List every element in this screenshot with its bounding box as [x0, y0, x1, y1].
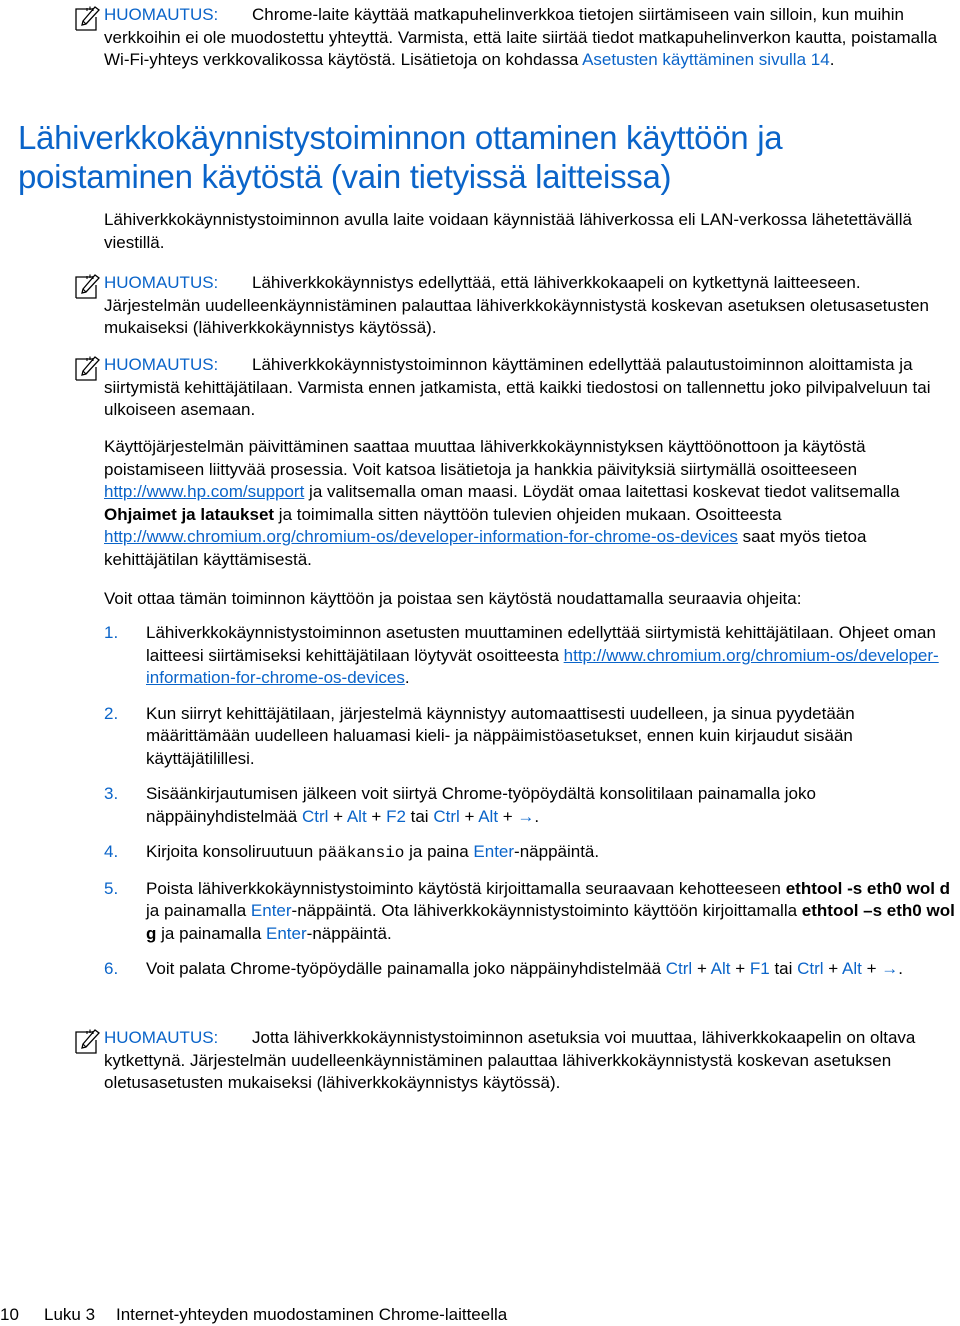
chapter-title: Internet-yhteyden muodostaminen Chrome-laitteella	[116, 1305, 508, 1324]
note-block-1	[74, 4, 954, 72]
drivers-downloads-label: Ohjaimet ja lataukset	[104, 504, 275, 524]
step-number: 1.	[104, 623, 119, 642]
step-number: 5.	[104, 878, 119, 898]
note-block-4	[74, 1027, 954, 1095]
command-code: pääkansio	[317, 844, 405, 862]
note-block-2	[74, 272, 954, 340]
list-item: 6. Voit palata Chrome-työpöydälle painamalla joko näppäinyhdistelmää Ctrl + Alt + F1 tai Ctrl + Alt + →.	[104, 958, 956, 981]
key-enter: Enter	[250, 901, 292, 920]
note-pencil-icon	[74, 1028, 101, 1055]
note-2-text: HUOMAUTUS: Lähiverkkokäynnistys edellyttää, että lähiverkkokaapeli on kytkettynä laitteeseen. Järjestelmän uudelleenkäynnistäminen palauttaa lähiverkkokäynnistystä koskevan asetuksen oletusasetusten mukaiseksi (lähiverkkokäynnistys käytössä).	[104, 273, 929, 337]
section-heading: Lähiverkkokäynnistystoiminnon ottaminen käyttöön ja poistaminen käytöstä (vain tietyissä laitteissa)	[18, 119, 783, 195]
step-number: 2.	[104, 703, 119, 723]
list-item: 2. Kun siirryt kehittäjätilaan, järjestelmä käynnistyy automaattisesti uudelleen, ja sinua pyydetään määrittämään uudelleen haluamasi kieli- ja näppäimistöasetukset, ennen kuin kirjaudut sisään käyttäjätilillesi.	[104, 703, 855, 768]
note-1-text: HUOMAUTUS: Chrome-laite käyttää matkapuhelinverkkoa tietojen siirtämiseen vain silloin, kun muihin verkkoihin ei ole muodostettu yhteyttä. Varmista, että laite siirtää tiedot matkapuhelinverkon kautta, poistamalla Wi-Fi-yhteys verkkovalikossa käytöstä. Lisätietoja on kohdassa Asetusten käyttäminen sivulla 14.	[104, 5, 938, 69]
key-ctrl: Ctrl	[301, 806, 329, 826]
list-item: 4. Kirjoita konsoliruutuun pääkansio ja paina Enter-näppäintä.	[104, 842, 600, 862]
command-enable: ethtool –s eth0 wol g	[146, 901, 955, 943]
note-3-text: HUOMAUTUS: Lähiverkkokäynnistystoiminnon käyttäminen edellyttää palautustoiminnon aloittamista ja siirtymistä kehittäjätilaan. Varmista ennen jatkamista, että kaikki tiedostosi on tallennettu joko pilvipalveluun tai ulkoiseen asemaan.	[104, 355, 931, 419]
list-item: 3. Sisäänkirjautumisen jälkeen voit siirtyä Chrome-työpöydältä konsolitilaan painamalla joko näppäinyhdistelmää Ctrl + Alt + F2 tai Ctrl + Alt + →.	[104, 784, 816, 826]
step-number: 6.	[104, 959, 119, 978]
note-pencil-icon	[74, 355, 101, 382]
page-number: 10	[0, 1305, 19, 1324]
step-number: 3.	[104, 784, 119, 803]
note-label: HUOMAUTUS:	[104, 1028, 219, 1047]
note-block-3	[74, 354, 954, 422]
chapter-label: Luku 3	[44, 1305, 96, 1324]
chromium-developer-link[interactable]: http://www.chromium.org/chromium-os/developer-information-for-chrome-os-devices	[146, 645, 939, 687]
list-item: 1. Lähiverkkokäynnistystoiminnon asetusten muuttaminen edellyttää siirtymistä kehittäjätilaan. Ohjeet oman laitteesi siirtämiseksi kehittäjätilaan löytyvät osoitteesta http://www.chromium.org/chromium-os/developer-information-for-chrome-os-devices.	[104, 623, 939, 687]
note-label: HUOMAUTUS:	[104, 273, 219, 292]
hp-support-link[interactable]: http://www.hp.com/support	[104, 482, 305, 501]
update-paragraph: Käyttöjärjestelmän päivittäminen saattaa muuttaa lähiverkkokäynnistyksen käyttöönottoon ja käytöstä poistamiseen liittyvää prosessia. Voit katsoa lisätietoja ja hankkia päivityksiä siirtymällä osoitteeseen http://www.hp.com/support ja valitsemalla oman maasi. Löydät omaa laitettasi koskevat tiedot valitsemalla Ohjaimet ja lataukset ja toimimalla sitten näyttöön tulevien ohjeiden mukaan. Osoitteesta http://www.chromium.org/chromium-os/developer-information-for-chrome-os-devices saat myös tietoa kehittäjätilan käyttämisestä.	[104, 437, 900, 569]
key-enter: Enter	[266, 923, 307, 943]
key-f2: F2	[386, 806, 406, 826]
key-alt: Alt	[710, 959, 731, 978]
note-pencil-icon	[74, 273, 101, 300]
note-label: HUOMAUTUS:	[104, 355, 219, 374]
key-enter: Enter	[473, 842, 515, 861]
key-alt: Alt	[346, 806, 367, 826]
key-ctrl: Ctrl	[433, 806, 460, 826]
intro-paragraph: Lähiverkkokäynnistystoiminnon avulla laite voidaan käynnistää lähiverkossa eli LAN-verkossa lähetettävällä viestillä.	[104, 210, 912, 252]
steps-list	[104, 622, 956, 981]
command-disable: ethtool -s eth0 wol d	[785, 878, 951, 898]
note-label: HUOMAUTUS:	[104, 5, 219, 24]
key-f1: F1	[749, 959, 770, 978]
page-footer	[0, 1304, 507, 1326]
chromium-developer-link[interactable]: http://www.chromium.org/chromium-os/developer-information-for-chrome-os-devices	[104, 527, 738, 546]
key-alt: Alt	[478, 806, 499, 826]
step-number: 4.	[104, 842, 119, 861]
settings-link[interactable]: Asetusten käyttäminen sivulla 14	[582, 50, 830, 69]
key-ctrl: Ctrl	[665, 959, 693, 978]
note-pencil-icon	[74, 5, 101, 32]
key-right-arrow: →	[517, 806, 535, 826]
list-item: 5. Poista lähiverkkokäynnistystoiminto käytöstä kirjoittamalla seuraavaan kehotteeseen ethtool -s eth0 wol d ja painamalla Enter-näppäintä. Ota lähiverkkokäynnistystoiminto käyttöön kirjoittamalla ethtool –s eth0 wol g ja painamalla Enter-näppäintä.	[104, 878, 955, 943]
key-right-arrow: →	[881, 959, 899, 978]
key-alt: Alt	[842, 959, 862, 978]
key-ctrl: Ctrl	[797, 959, 824, 978]
steps-intro: Voit ottaa tämän toiminnon käyttöön ja poistaa sen käytöstä noudattamalla seuraavia ohjeita:	[104, 589, 802, 608]
note-4-text: HUOMAUTUS: Jotta lähiverkkokäynnistystoiminnon asetuksia voi muuttaa, lähiverkkokaapelin on oltava kytkettynä. Järjestelmän uudelleenkäynnistäminen palauttaa lähiverkkokäynnistystä koskevan asetuksen oletusasetusten mukaiseksi (lähiverkkokäynnistys käytössä).	[104, 1028, 916, 1092]
